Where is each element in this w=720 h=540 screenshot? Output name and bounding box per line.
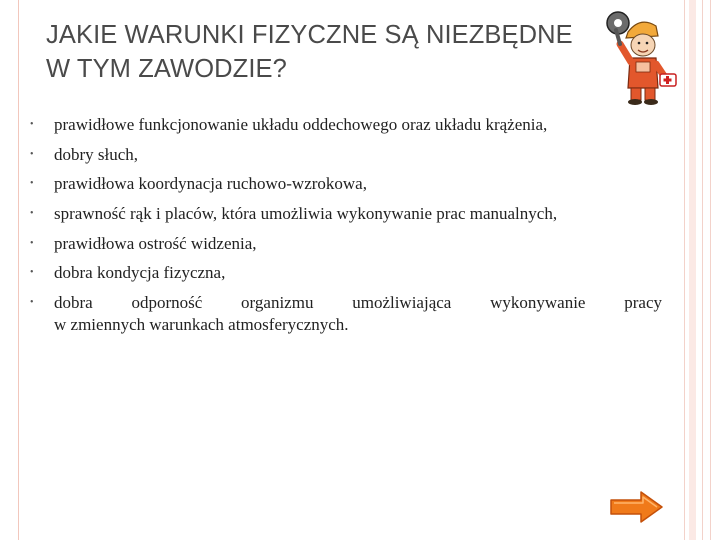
bullet-item <box>30 262 662 284</box>
bullet-text: dobry słuch, <box>54 144 139 164</box>
bullet-item <box>30 173 662 195</box>
bullet-text: sprawność rąk i placów, która umożliwia wykonywanie prac manualnych, <box>54 204 558 224</box>
bullet-dot-icon: • <box>30 208 34 220</box>
bullet-dot-icon: • <box>30 297 34 309</box>
bullet-text-line-1: dobra odporność organizmu umożliwiająca wykonywanie pracy <box>54 293 662 313</box>
bullet-item <box>30 233 662 255</box>
worker-mascot-icon <box>598 10 680 106</box>
slide-title <box>46 18 646 86</box>
bullet-dot-icon: • <box>30 267 34 279</box>
bullet-item <box>30 203 662 225</box>
bullet-item <box>30 114 662 136</box>
left-decorative-rule <box>18 0 19 540</box>
bullet-dot-icon: • <box>30 119 34 130</box>
bullet-list <box>30 114 662 344</box>
slide-title-line-2: W TYM ZAWODZIE? <box>46 55 287 83</box>
slide-title-line-1: JAKIE WARUNKI FIZYCZNE SĄ NIEZBĘDNE <box>46 21 573 49</box>
bullet-dot-icon: • <box>30 237 34 249</box>
bullet-dot-icon: • <box>30 148 34 160</box>
bullet-item <box>30 292 662 336</box>
bullet-dot-icon: • <box>30 178 34 190</box>
bullet-item <box>30 144 662 166</box>
bullet-text: prawidłowa ostrość widzenia, <box>54 233 257 253</box>
bullet-text: prawidłowa koordynacja ruchowo-wzrokowa, <box>54 174 367 194</box>
bullet-text: prawidłowe funkcjonowanie układu oddechowego oraz układu krążenia, <box>54 115 548 134</box>
right-decorative-band <box>680 0 720 540</box>
next-slide-arrow-button[interactable] <box>607 487 667 527</box>
bullet-text-line-2: w zmiennych warunkach atmosferycznych. <box>54 315 349 335</box>
bullet-text: dobra kondycja fizyczna, <box>54 263 226 283</box>
arrow-right-icon <box>607 487 667 527</box>
